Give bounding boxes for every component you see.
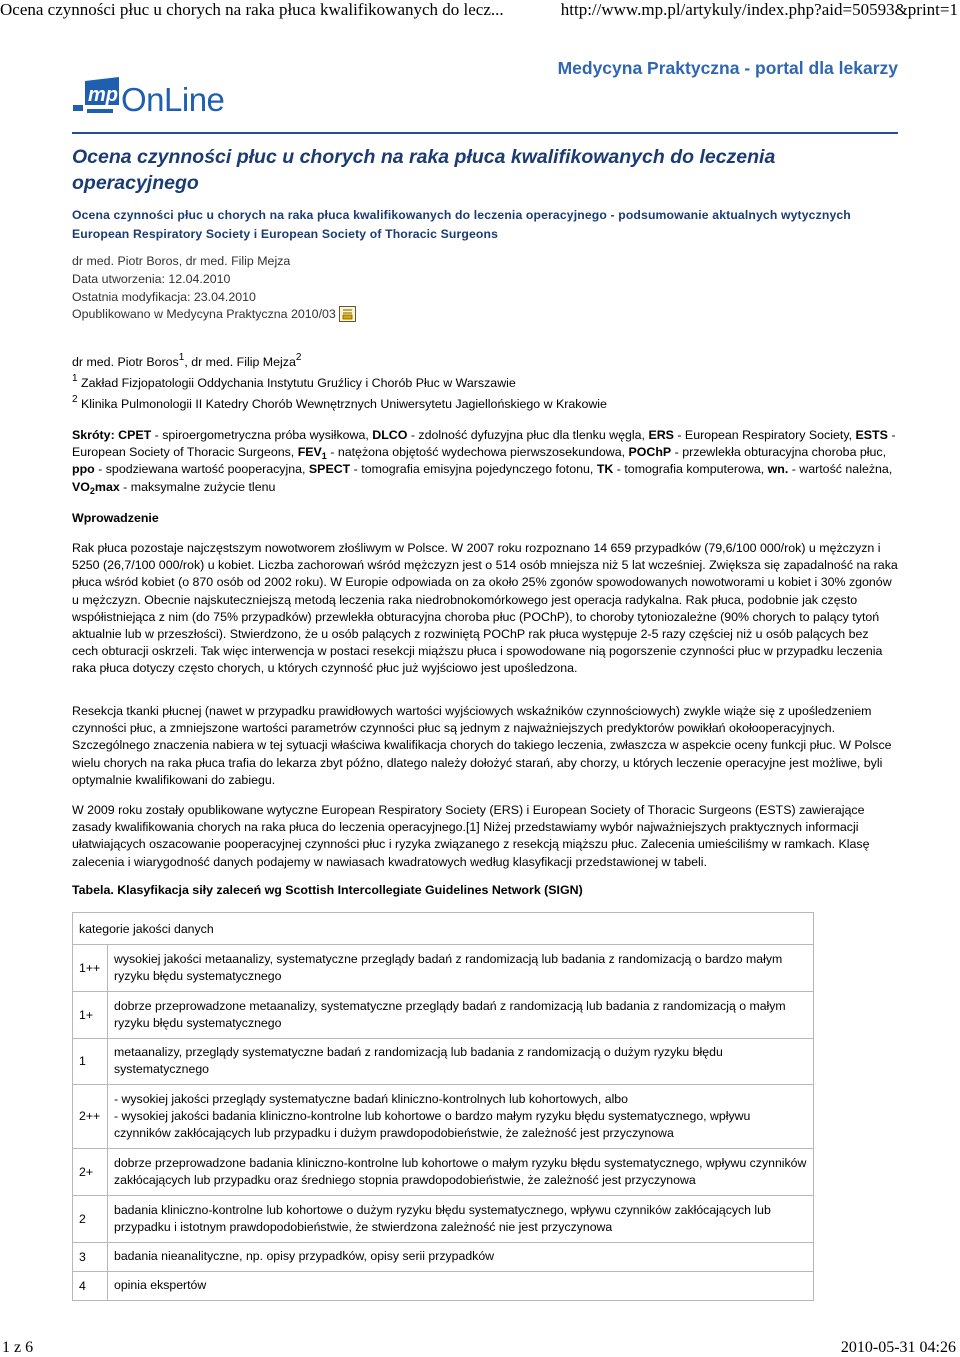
article-title: Ocena czynności płuc u chorych na raka płuca kwalifikowanych do leczenia operacyjnego [72, 146, 776, 194]
abbr-def: - maksymalne zużycie tlenu [119, 479, 276, 494]
abbr-def: - European Society of Thoracic Surgeons, [72, 428, 896, 460]
abbr-term: VO [72, 479, 90, 494]
table-row [73, 945, 814, 992]
abbr-def: - wartość należna, [788, 462, 893, 477]
abbr-term: CPET [118, 428, 152, 442]
abbr-term: SPECT [308, 462, 351, 477]
description-cell [108, 1085, 814, 1149]
description-cell: dobrze przeprowadzone badania kliniczno-kontrolne lub kohortowe o małym ryzyku błędu systematycznego, wpływu czynników zakłócających lub przypadku oraz średniego stopnia prawdopodobieństwie, że zależność jest przyczynowa [108, 1149, 814, 1196]
table-row [73, 992, 814, 1039]
description-cell: opinia ekspertów [108, 1272, 814, 1301]
author-2: dr med. Filip Mejza [191, 355, 296, 369]
abbr-def: - natężona objętość wydechowa pierwszosekundowa, [326, 445, 629, 460]
header-divider [72, 132, 898, 134]
description-line: - wysokiej jakości przeglądy systematyczne badań kliniczno-kontrolnych lub kohortowych, albo [114, 1091, 628, 1106]
table-header-row [73, 913, 814, 945]
table-row [73, 1039, 814, 1085]
intro-paragraph-3 [72, 802, 898, 871]
abbr-term: ERS [648, 428, 674, 442]
authors-affiliations [72, 352, 898, 415]
abbr-term-subscript: 2 [89, 485, 95, 496]
affiliation-1-text: Zakład Fizjopatologii Oddychania Instytutu Gruźlicy i Chorób Płuc w Warszawie [81, 376, 516, 390]
print-page-title: Ocena czynności płuc u chorych na raka płuca kwalifikowanych do lecz... [0, 0, 504, 19]
abbr-def: - tomografia emisyjna pojedynczego fotonu, [350, 462, 597, 477]
abbr-term: POChP [628, 445, 672, 460]
table-row [73, 1196, 814, 1243]
category-cell: 2+ [73, 1149, 108, 1196]
portal-title[interactable]: Medycyna Praktyczna - portal dla lekarzy [557, 58, 898, 78]
category-cell: 1+ [73, 992, 108, 1039]
print-icon[interactable] [339, 306, 356, 322]
abbr-def: - spodziewana wartość pooperacyjna, [94, 462, 309, 477]
meta-published-text: Opublikowano w Medycyna Praktyczna 2010/03 [72, 307, 336, 322]
abbr-term: ppo [72, 462, 95, 477]
abbr-term: DLCO [372, 428, 408, 442]
paragraph-text: W 2009 roku zostały opublikowane wytyczne European Respiratory Society (ERS) i European Society of Thoracic Surgeons (ESTS) zawierające zasady kwalifikowania chorych na raka płuca do leczenia operacyjnego.[1] Niżej przedstawiamy wybór najważniejszych praktycznych informacji ułatwiających oszacowanie pooperacyjnej czynności płuc i ryzyka związanego z resekcją miąższu płuc. Zalecenia umieściliśmy w ramkach. Klasę zalecenia i wiarygodność danych podajemy w nawiasach kwadratowych według klasyfikacji przedstawionej w tabeli. [72, 803, 870, 869]
print-page-number: 1 z 6 [2, 1339, 34, 1356]
author-2-sup: 2 [295, 352, 302, 363]
abbr-term-suffix: max [94, 479, 120, 494]
meta-published [72, 306, 898, 324]
description-cell: metaanalizy, przeglądy systematyczne badań z randomizacją lub badania z randomizacją o dużym ryzyku błędu systematycznego [108, 1039, 814, 1085]
abbreviations [72, 427, 898, 496]
meta-modified: Ostatnia modyfikacja: 23.04.2010 [72, 289, 256, 304]
intro-paragraph-2 [72, 703, 898, 789]
abbr-term: wn. [767, 462, 789, 477]
logo-online-text: OnLine [121, 81, 225, 118]
abbr-def: - przewlekła obturacyjna choroba płuc, [671, 445, 887, 460]
abbr-def: - spiroergometryczna próba wysiłkowa, [151, 428, 373, 442]
article-meta [72, 253, 898, 324]
category-cell: 2++ [73, 1085, 108, 1149]
author-1-sup: 1 [178, 352, 185, 363]
category-cell: 2 [73, 1196, 108, 1243]
category-cell: 1 [73, 1039, 108, 1085]
intro-paragraph-1 [72, 540, 898, 678]
table-header-cell: kategorie jakości danych [73, 913, 814, 945]
description-cell: badania nieanalityczne, np. opisy przypadków, opisy serii przypadków [108, 1243, 814, 1272]
abbr-term-subscript: 1 [321, 451, 327, 462]
meta-authors: dr med. Piotr Boros, dr med. Filip Mejza [72, 254, 291, 268]
mp-online-logo[interactable] [73, 75, 245, 121]
print-page-url[interactable]: http://www.mp.pl/artykuly/index.php?aid=50593&print=1 [560, 0, 958, 19]
affiliation-1-num: 1 [72, 373, 78, 384]
article-subtitle: Ocena czynności płuc u chorych na raka płuca kwalifikowanych do leczenia operacyjnego - podsumowanie aktualnych wytycznych European Respiratory Society i European Society of Thoracic Surgeons [72, 208, 851, 241]
category-cell: 4 [73, 1272, 108, 1301]
affiliation-2-num: 2 [72, 394, 78, 405]
print-timestamp: 2010-05-31 04:26 [840, 1339, 956, 1356]
category-cell: 3 [73, 1243, 108, 1272]
authors-line [72, 352, 898, 373]
intro-heading: Wprowadzenie [72, 511, 159, 525]
table-row [73, 1243, 814, 1272]
description-cell: badania kliniczno-kontrolne lub kohortowe o dużym ryzyku błędu systematycznego, wpływu czynników zakłócających lub przypadku i istotnym prawdopodobieństwie, że stwierdzona zależność nie jest przyczynowa [108, 1196, 814, 1243]
sign-classification-table [72, 912, 814, 1301]
author-1: dr med. Piotr Boros [72, 355, 179, 369]
abbr-term: FEV [297, 445, 322, 460]
author-separator: , [184, 355, 192, 369]
svg-text:mp: mp [88, 84, 118, 106]
table-caption: Tabela. Klasyfikacja siły zaleceń wg Scottish Intercollegiate Guidelines Network (SIGN) [72, 883, 583, 897]
affiliation-1 [72, 373, 898, 394]
abbr-def: - zdolność dyfuzyjna płuc dla tlenku węgla, [407, 428, 649, 442]
paragraph-text: Resekcja tkanki płucnej (nawet w przypadku prawidłowych wartości wyjściowych wskaźników czynnościowych) zwykle wiąże się z upośledzeniem czynności płuc, a zmniejszone wartości parametrów czynności płuc są jednym z najważniejszych predyktorów powikłań okołooperacyjnych. Szczególnego znaczenia nabiera w tej sytuacji właściwa kwalifikacja chorych do takiego leczenia, zwłaszcza w aspekcie oceny funkcji płuc. W Polsce wielu chorych na raka płuca trafia do lekarza zbyt późno, dlatego należy dołożyć starań, aby chorzy, u których leczenie operacyjne jest możliwe, byli optymalnie kwalifikowani do zabiegu. [72, 704, 892, 787]
meta-created: Data utworzenia: 12.04.2010 [72, 271, 231, 286]
description-cell: dobrze przeprowadzone metaanalizy, systematyczne przeglądy badań z randomizacją lub badania z randomizacją o małym ryzyku błędu systematycznego [108, 992, 814, 1039]
description-line: - wysokiej jakości badania kliniczno-kontrolne lub kohortowe o bardzo małym ryzyku błędu systematycznego, wpływu czynników zakłócających lub przypadku i dużym prawdopodobieństwie, że zależność jest przyczynowa [114, 1108, 751, 1140]
abbr-def: - tomografia komputerowa, [613, 462, 768, 477]
affiliation-2-text: Klinika Pulmonologii II Katedry Chorób Wewnętrznych Uniwersytetu Jagiellońskiego w Krakowie [81, 397, 607, 411]
table-row [73, 1149, 814, 1196]
abbr-def: - European Respiratory Society, [673, 428, 856, 442]
table-row [73, 1085, 814, 1149]
category-cell: 1++ [73, 945, 108, 992]
abbr-term: TK [596, 462, 614, 477]
description-cell: wysokiej jakości metaanalizy, systematyczne przeglądy badań z randomizacją lub badania z randomizacją o bardzo małym ryzyku błędu systematycznego [108, 945, 814, 992]
paragraph-text: Rak płuca pozostaje najczęstszym nowotworem złośliwym w Polsce. W 2007 roku rozpoznano 14 659 przypadków (79,6/100 000/rok) u mężczyzn i 5250 (26,7/100 000/rok) u kobiet. Liczba zachorowań wśród mężczyzn jest o 514 osób mniejsza niż 5 lat wcześniej. Zwiększa się zapadalność na raka płuca wśród kobiet (o 870 osób od 2002 roku). W Europie odpowiada on za około 25% zgonów spowodowanych nowotworami u kobiet i 30% zgonów u mężczyzn. Obecnie najskuteczniejszą metodą leczenia raka niedrobnokomórkowego jest operacja radykalna. Rak płuca, podobnie jak często współistniejąca z nim (do 75% przypadków) przewlekła obturacyjna choroba płuc (POChP), to choroby tytoniozależne (90% chorych to palący tytoń aktualnie lub w przeszłości). Stwierdzono, że u osób palących z rozwiniętą POChP rak płuca występuje 2-5 razy częściej niż u osób palących bez cech obturacji oskrzeli. Tak więc interwencja w postaci resekcji miąższu płuca i spowodowane nią pogorszenie czynności płuc w przypadku leczenia raka płuca dotyczy często chorych, u których czynność płuc już wyjściowo jest upośledzona. [72, 541, 898, 676]
abbreviations-label: Skróty: [72, 428, 115, 442]
mp-logo-mark [73, 77, 119, 113]
affiliation-2 [72, 394, 898, 415]
table-row [73, 1272, 814, 1301]
abbr-term: ESTS [855, 428, 888, 442]
